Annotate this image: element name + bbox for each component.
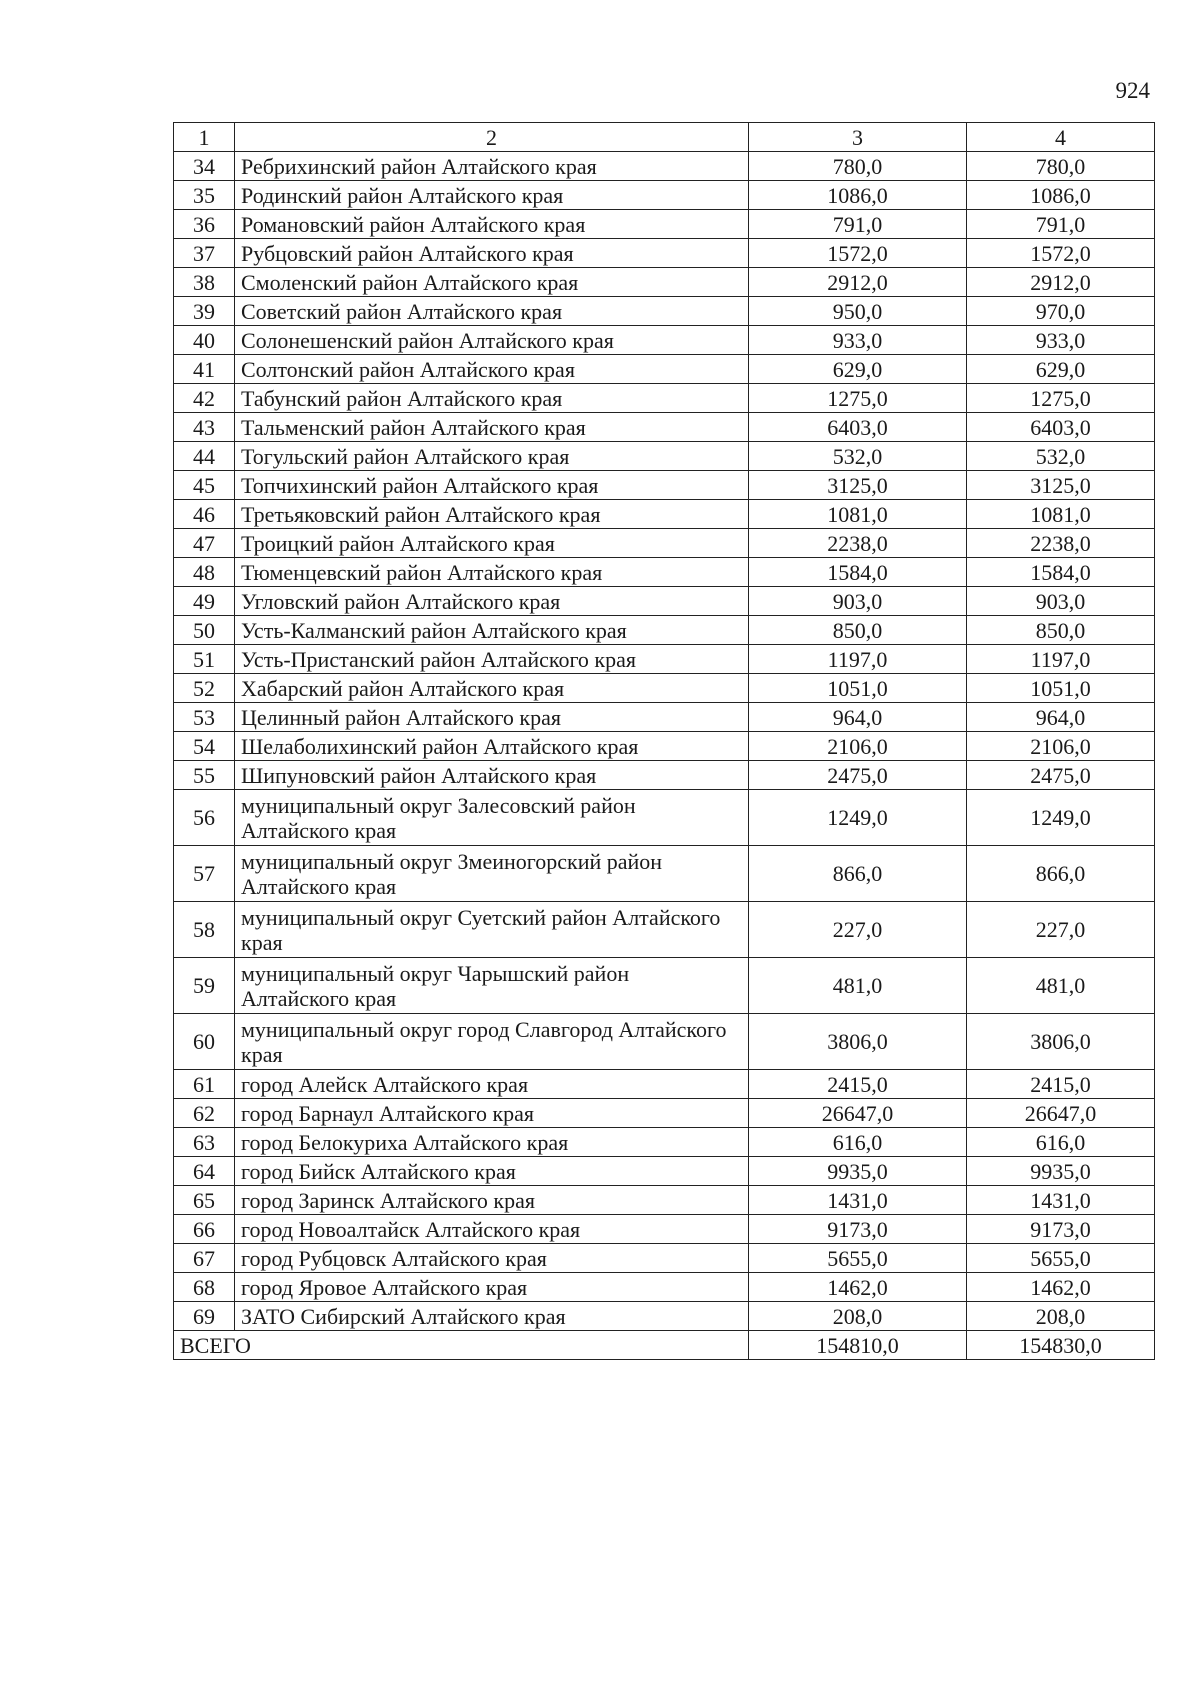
row-value-col3-cell: 3806,0: [749, 1014, 967, 1070]
row-value-col3-cell: 5655,0: [749, 1244, 967, 1273]
row-number-cell: 34: [174, 152, 235, 181]
row-number-cell: 60: [174, 1014, 235, 1070]
table-row: [174, 558, 1155, 587]
row-name-cell: Родинский район Алтайского края: [235, 181, 749, 210]
table-row: [174, 587, 1155, 616]
table-row: [174, 1186, 1155, 1215]
row-value-col4-cell: 2106,0: [967, 732, 1155, 761]
row-value-col3-cell: 2912,0: [749, 268, 967, 297]
row-number-cell: 48: [174, 558, 235, 587]
row-value-col4-cell: 1249,0: [967, 790, 1155, 846]
row-number-cell: 63: [174, 1128, 235, 1157]
row-name-cell: город Бийск Алтайского края: [235, 1157, 749, 1186]
row-name-cell: муниципальный округ Чарышский район Алтайского края: [235, 958, 749, 1014]
row-name-cell: Шелаболихинский район Алтайского края: [235, 732, 749, 761]
row-number-cell: 58: [174, 902, 235, 958]
table-row: [174, 1128, 1155, 1157]
table-row: [174, 326, 1155, 355]
row-number-cell: 52: [174, 674, 235, 703]
allocation-table: [173, 122, 1155, 1360]
row-value-col4-cell: 791,0: [967, 210, 1155, 239]
row-value-col3-cell: 1275,0: [749, 384, 967, 413]
total-value-v3: 154810,0: [749, 1331, 967, 1360]
row-value-col3-cell: 780,0: [749, 152, 967, 181]
table-row: [174, 1273, 1155, 1302]
row-name-cell: Угловский район Алтайского края: [235, 587, 749, 616]
row-value-col4-cell: 1572,0: [967, 239, 1155, 268]
table-row: [174, 297, 1155, 326]
row-number-cell: 55: [174, 761, 235, 790]
row-value-col3-cell: 1462,0: [749, 1273, 967, 1302]
table-row: [174, 181, 1155, 210]
row-value-col4-cell: 532,0: [967, 442, 1155, 471]
row-value-col4-cell: 481,0: [967, 958, 1155, 1014]
row-value-col3-cell: 6403,0: [749, 413, 967, 442]
row-name-cell: Ребрихинский район Алтайского края: [235, 152, 749, 181]
row-value-col3-cell: 1086,0: [749, 181, 967, 210]
row-name-cell: Советский район Алтайского края: [235, 297, 749, 326]
row-name-cell: Шипуновский район Алтайского края: [235, 761, 749, 790]
table-row: [174, 413, 1155, 442]
row-number-cell: 39: [174, 297, 235, 326]
row-value-col3-cell: 964,0: [749, 703, 967, 732]
table-row: [174, 1157, 1155, 1186]
row-name-cell: Солтонский район Алтайского края: [235, 355, 749, 384]
row-number-cell: 67: [174, 1244, 235, 1273]
table-row: [174, 790, 1155, 846]
row-value-col3-cell: 532,0: [749, 442, 967, 471]
row-number-cell: 64: [174, 1157, 235, 1186]
row-value-col3-cell: 933,0: [749, 326, 967, 355]
row-value-col3-cell: 629,0: [749, 355, 967, 384]
table-row: [174, 355, 1155, 384]
page-number: 924: [1115, 78, 1150, 103]
row-value-col3-cell: 1584,0: [749, 558, 967, 587]
row-name-cell: Тогульский район Алтайского края: [235, 442, 749, 471]
table-row: [174, 152, 1155, 181]
row-value-col3-cell: 866,0: [749, 846, 967, 902]
row-value-col3-cell: 1431,0: [749, 1186, 967, 1215]
table-row: [174, 761, 1155, 790]
row-number-cell: 54: [174, 732, 235, 761]
row-value-col4-cell: 26647,0: [967, 1099, 1155, 1128]
row-number-cell: 59: [174, 958, 235, 1014]
row-name-cell: Смоленский район Алтайского края: [235, 268, 749, 297]
row-value-col4-cell: 9173,0: [967, 1215, 1155, 1244]
row-name-cell: город Новоалтайск Алтайского края: [235, 1215, 749, 1244]
table-row: [174, 239, 1155, 268]
row-value-col4-cell: 2475,0: [967, 761, 1155, 790]
table-row: [174, 471, 1155, 500]
row-value-col3-cell: 850,0: [749, 616, 967, 645]
row-value-col4-cell: 2238,0: [967, 529, 1155, 558]
row-value-col4-cell: 964,0: [967, 703, 1155, 732]
row-value-col3-cell: 791,0: [749, 210, 967, 239]
row-value-col4-cell: 2415,0: [967, 1070, 1155, 1099]
total-label: ВСЕГО: [174, 1331, 749, 1360]
row-number-cell: 68: [174, 1273, 235, 1302]
row-value-col4-cell: 850,0: [967, 616, 1155, 645]
row-value-col4-cell: 1431,0: [967, 1186, 1155, 1215]
row-name-cell: город Яровое Алтайского края: [235, 1273, 749, 1302]
table-total-row: [174, 1331, 1155, 1360]
row-name-cell: город Барнаул Алтайского края: [235, 1099, 749, 1128]
row-name-cell: город Заринск Алтайского края: [235, 1186, 749, 1215]
row-value-col3-cell: 1249,0: [749, 790, 967, 846]
row-value-col3-cell: 3125,0: [749, 471, 967, 500]
row-name-cell: Усть-Калманский район Алтайского края: [235, 616, 749, 645]
row-value-col3-cell: 2475,0: [749, 761, 967, 790]
row-number-cell: 61: [174, 1070, 235, 1099]
table-row: [174, 384, 1155, 413]
table-row: [174, 500, 1155, 529]
table-row: [174, 1014, 1155, 1070]
table-row: [174, 210, 1155, 239]
row-name-cell: Табунский район Алтайского края: [235, 384, 749, 413]
row-value-col3-cell: 903,0: [749, 587, 967, 616]
row-name-cell: Троицкий район Алтайского края: [235, 529, 749, 558]
table-row: [174, 846, 1155, 902]
row-value-col3-cell: 1572,0: [749, 239, 967, 268]
row-name-cell: Романовский район Алтайского края: [235, 210, 749, 239]
row-value-col4-cell: 1197,0: [967, 645, 1155, 674]
table-row: [174, 1070, 1155, 1099]
row-number-cell: 47: [174, 529, 235, 558]
table-row: [174, 529, 1155, 558]
row-value-col4-cell: 1275,0: [967, 384, 1155, 413]
header-cell-2: 2: [235, 123, 749, 152]
row-value-col3-cell: 208,0: [749, 1302, 967, 1331]
row-name-cell: Тюменцевский район Алтайского края: [235, 558, 749, 587]
row-value-col4-cell: 1051,0: [967, 674, 1155, 703]
row-value-col4-cell: 616,0: [967, 1128, 1155, 1157]
row-number-cell: 40: [174, 326, 235, 355]
row-number-cell: 38: [174, 268, 235, 297]
row-value-col3-cell: 26647,0: [749, 1099, 967, 1128]
row-value-col4-cell: 970,0: [967, 297, 1155, 326]
row-value-col4-cell: 933,0: [967, 326, 1155, 355]
row-value-col3-cell: 616,0: [749, 1128, 967, 1157]
header-cell-3: 3: [749, 123, 967, 152]
row-name-cell: город Рубцовск Алтайского края: [235, 1244, 749, 1273]
row-number-cell: 53: [174, 703, 235, 732]
row-value-col4-cell: 629,0: [967, 355, 1155, 384]
header-cell-1: 1: [174, 123, 235, 152]
table-row: [174, 958, 1155, 1014]
table-row: [174, 645, 1155, 674]
row-name-cell: муниципальный округ город Славгород Алтайского края: [235, 1014, 749, 1070]
row-value-col3-cell: 2238,0: [749, 529, 967, 558]
row-number-cell: 49: [174, 587, 235, 616]
row-name-cell: Рубцовский район Алтайского края: [235, 239, 749, 268]
row-name-cell: Целинный район Алтайского края: [235, 703, 749, 732]
row-name-cell: ЗАТО Сибирский Алтайского края: [235, 1302, 749, 1331]
table-row: [174, 703, 1155, 732]
row-number-cell: 35: [174, 181, 235, 210]
table-row: [174, 902, 1155, 958]
row-value-col4-cell: 9935,0: [967, 1157, 1155, 1186]
row-value-col3-cell: 950,0: [749, 297, 967, 326]
row-value-col3-cell: 1197,0: [749, 645, 967, 674]
row-number-cell: 37: [174, 239, 235, 268]
row-number-cell: 56: [174, 790, 235, 846]
total-value-v4: 154830,0: [967, 1331, 1155, 1360]
row-name-cell: Усть-Пристанский район Алтайского края: [235, 645, 749, 674]
row-value-col4-cell: 3125,0: [967, 471, 1155, 500]
row-value-col4-cell: 1584,0: [967, 558, 1155, 587]
row-value-col3-cell: 9173,0: [749, 1215, 967, 1244]
row-value-col3-cell: 481,0: [749, 958, 967, 1014]
row-value-col3-cell: 9935,0: [749, 1157, 967, 1186]
row-value-col4-cell: 1462,0: [967, 1273, 1155, 1302]
row-number-cell: 62: [174, 1099, 235, 1128]
table-row: [174, 732, 1155, 761]
table-row: [174, 674, 1155, 703]
row-number-cell: 50: [174, 616, 235, 645]
row-name-cell: муниципальный округ Змеиногорский район Алтайского края: [235, 846, 749, 902]
row-value-col4-cell: 208,0: [967, 1302, 1155, 1331]
row-value-col4-cell: 1086,0: [967, 181, 1155, 210]
row-number-cell: 43: [174, 413, 235, 442]
table-row: [174, 1244, 1155, 1273]
row-value-col4-cell: 780,0: [967, 152, 1155, 181]
row-number-cell: 69: [174, 1302, 235, 1331]
row-value-col4-cell: 3806,0: [967, 1014, 1155, 1070]
row-value-col3-cell: 1051,0: [749, 674, 967, 703]
row-number-cell: 65: [174, 1186, 235, 1215]
row-number-cell: 42: [174, 384, 235, 413]
row-number-cell: 51: [174, 645, 235, 674]
table-header-row: [174, 123, 1155, 152]
row-number-cell: 46: [174, 500, 235, 529]
row-name-cell: Третьяковский район Алтайского края: [235, 500, 749, 529]
table-row: [174, 442, 1155, 471]
table-row: [174, 1099, 1155, 1128]
row-number-cell: 45: [174, 471, 235, 500]
row-name-cell: Солонешенский район Алтайского края: [235, 326, 749, 355]
row-value-col3-cell: 2415,0: [749, 1070, 967, 1099]
table-row: [174, 1302, 1155, 1331]
row-value-col4-cell: 1081,0: [967, 500, 1155, 529]
row-name-cell: Хабарский район Алтайского края: [235, 674, 749, 703]
table-row: [174, 616, 1155, 645]
row-name-cell: муниципальный округ Суетский район Алтайского края: [235, 902, 749, 958]
row-number-cell: 66: [174, 1215, 235, 1244]
row-value-col4-cell: 866,0: [967, 846, 1155, 902]
row-number-cell: 57: [174, 846, 235, 902]
row-number-cell: 44: [174, 442, 235, 471]
row-value-col3-cell: 1081,0: [749, 500, 967, 529]
row-value-col4-cell: 6403,0: [967, 413, 1155, 442]
table-row: [174, 1215, 1155, 1244]
row-name-cell: Тальменский район Алтайского края: [235, 413, 749, 442]
header-cell-4: 4: [967, 123, 1155, 152]
row-value-col4-cell: 903,0: [967, 587, 1155, 616]
row-value-col4-cell: 2912,0: [967, 268, 1155, 297]
row-number-cell: 36: [174, 210, 235, 239]
row-name-cell: город Белокуриха Алтайского края: [235, 1128, 749, 1157]
table-row: [174, 268, 1155, 297]
row-name-cell: город Алейск Алтайского края: [235, 1070, 749, 1099]
row-value-col3-cell: 2106,0: [749, 732, 967, 761]
row-name-cell: муниципальный округ Залесовский район Алтайского края: [235, 790, 749, 846]
row-number-cell: 41: [174, 355, 235, 384]
row-value-col4-cell: 227,0: [967, 902, 1155, 958]
row-name-cell: Топчихинский район Алтайского края: [235, 471, 749, 500]
row-value-col4-cell: 5655,0: [967, 1244, 1155, 1273]
row-value-col3-cell: 227,0: [749, 902, 967, 958]
